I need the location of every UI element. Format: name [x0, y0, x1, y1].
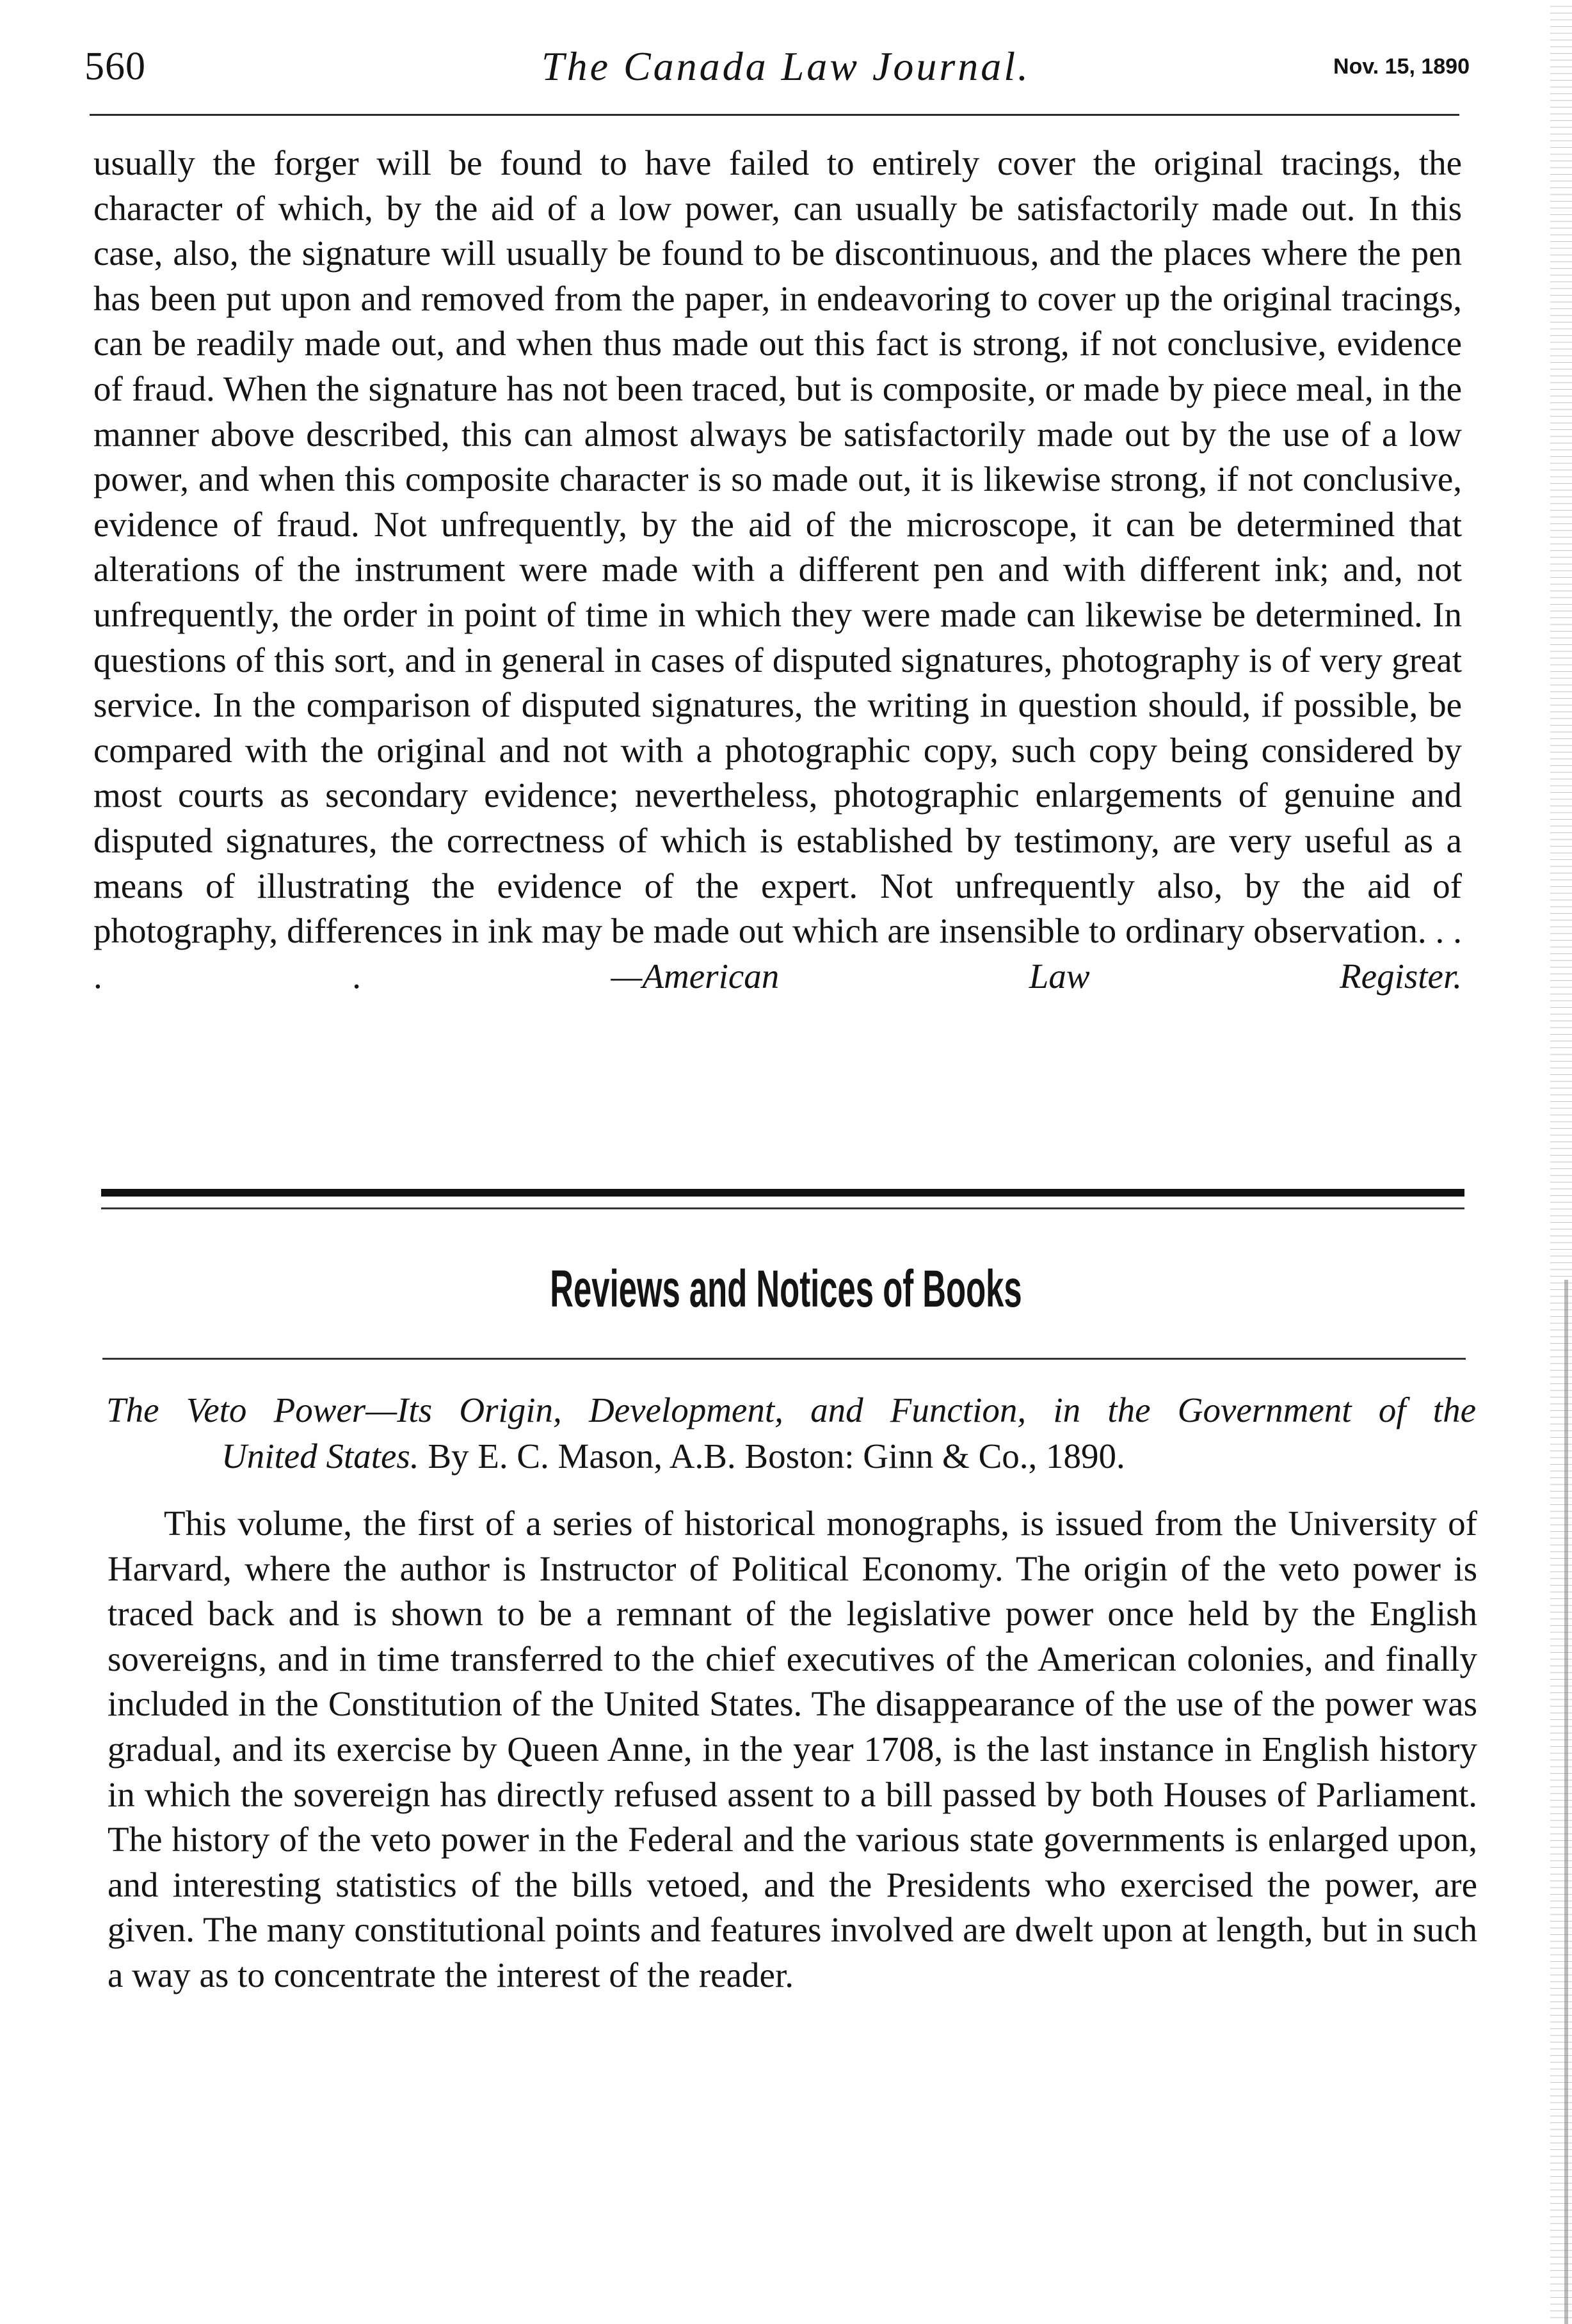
- citation-spacer: [419, 1437, 428, 1476]
- heading-rule: [102, 1358, 1466, 1360]
- article-spacer: [361, 957, 611, 996]
- issue-date: Nov. 15, 1890: [1333, 54, 1470, 79]
- section-heading: Reviews and Notices of Books: [550, 1260, 1022, 1318]
- journal-title: The Canada Law Journal.: [541, 44, 1031, 89]
- book-author-publisher: By E. C. Mason, A.B. Boston: Ginn & Co., 1890.: [428, 1437, 1125, 1476]
- article-source-credit: —American Law Register.: [611, 956, 1462, 996]
- section-divider-thin: [101, 1207, 1464, 1209]
- header-rule: [90, 114, 1459, 116]
- book-review-text: This volume, the first of a series of historical monographs, is issued from the University of Harvard, where the author is Instructor of Political Economy. The origin of the veto power is traced back and is shown to be a remnant of the legislative power once held by the English sovereigns, and in time transferred to the chief executives of the American colonies, and finally included in the Constitution of the United States. The disappearance of the use of the power was gradual, and its exercise by Queen Anne, in the year 1708, is the last instance in English history in which the sovereign has directly refused assent to a bill passed by both Houses of Parliament. The history of the veto power in the Federal and the various state governments is enlarged upon, and interesting statistics of the bills vetoed, and the Presidents who exercised the power, are given. The many constitutional points and features involved are dwelt upon at length, but in such a way as to concentrate the interest of the reader.: [108, 1504, 1477, 1994]
- scan-edge-artifact: [1550, 0, 1572, 2324]
- article-text: usually the forger will be found to have failed to entirely cover the original tracings, the character of which, by the aid of a low power, can usually be satisfactorily made out. In this case, also, the signature will usually be found to be discontinuous, and the places where the pen has been put upon and removed from the paper, in endeavoring to cover up the original tracings, can be readily made out, and when thus made out this fact is strong, if not conclusive, evidence of fraud. When the signature has not been traced, but is composite, or made by piece meal, in the manner above described, this can almost always be satisfactorily made out by the use of a low power, and when this composite character is so made out, it is likewise strong, if not conclusive, evidence of fraud. Not unfrequently, by the aid of the microscope, it can be determined that alterations of the instrument were made with a different pen and with different ink; and, not unfrequently, the order in point of time in which they were made can likewise be determined. In questions of this sort, and in general in cases of disputed signatures, photography is of very great service. In the comparison of disputed signatures, the writing in question should, if possible, be compared with the original and not with a photographic copy, such copy being considered by most courts as secondary evidence; nevertheless, photographic enlargements of genuine and disputed signatures, the correctness of which is established by testimony, are very useful as a means of illustrating the evidence of the expert. Not unfrequently also, by the aid of photography, differences in ink may be made out which are insensible to ordinary observation. . . . .: [93, 143, 1462, 996]
- article-continuation: [93, 141, 1462, 999]
- book-title-line-1: The Veto Power—Its Origin, Development, and Function, in the Government of the: [106, 1390, 1476, 1429]
- book-citation: [106, 1387, 1476, 1479]
- page-number: 560: [84, 45, 146, 88]
- section-divider-thick: [101, 1189, 1464, 1197]
- book-title-line-2: United States.: [221, 1437, 419, 1476]
- book-citation-line-2: [106, 1433, 1476, 1479]
- scan-edge-strip: [1564, 1280, 1568, 2324]
